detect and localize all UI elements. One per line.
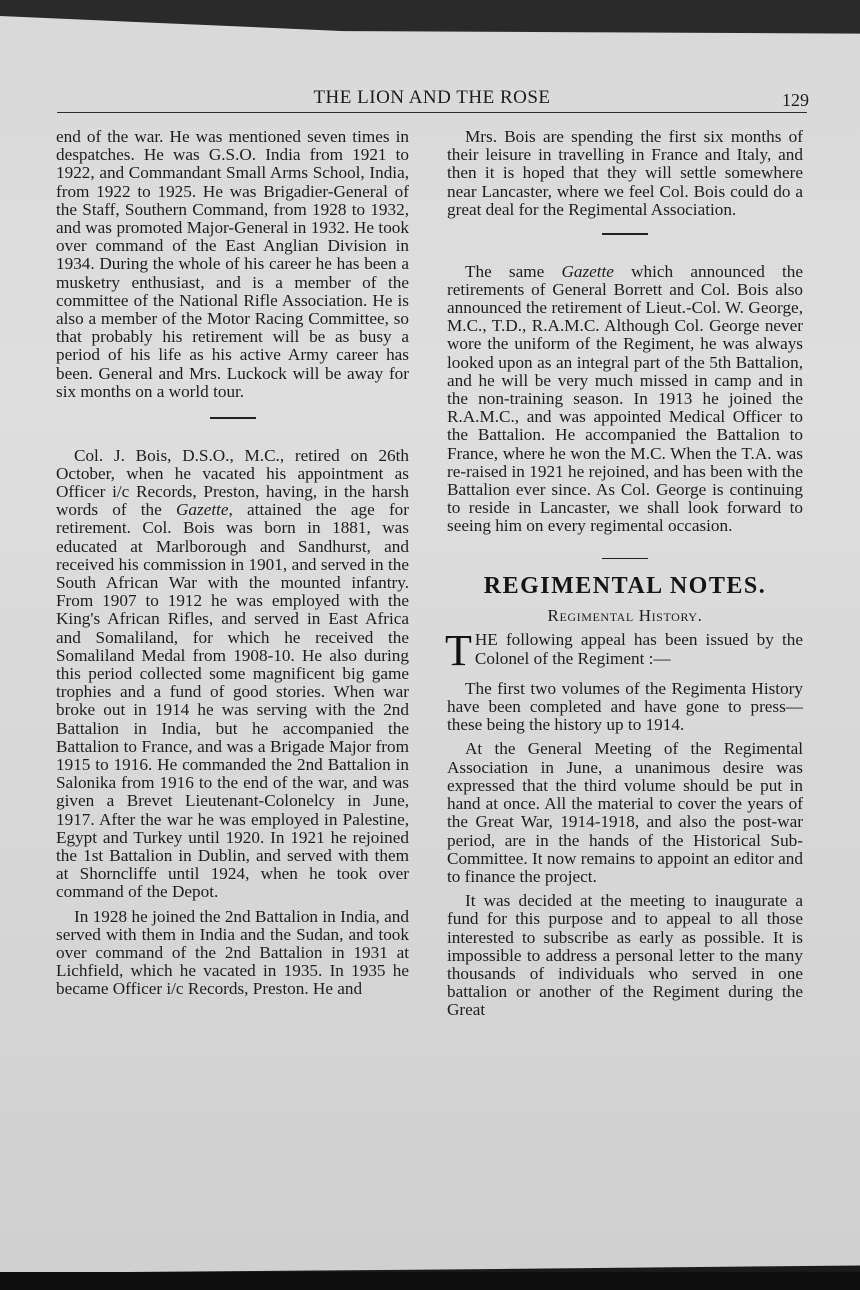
section-divider [602, 233, 648, 235]
paragraph: Mrs. Bois are spending the first six months of their leisure in travelling in France and Italy, and then it is hoped that they will settle somewhere near Lancaster, where we feel Col. Bois could do a great deal for the Regimental Association. [447, 127, 803, 219]
scan-background-bottom [0, 1272, 860, 1290]
paragraph: The first two volumes of the Regimenta History have been completed and have gone to press—these being the history up to 1914. [447, 678, 803, 735]
italic-title: Gazette [561, 261, 614, 281]
paragraph: end of the war. He was mentioned seven times in despatches. He was G.S.O. India from 1921 to 1922, and Commandant Small Arms School, India, from 1922 to 1925. He was Brigadier-General of the Staff, Southern Command, from 1928 to 1932, and was promoted Major-General in 1932. He took over command of the East Anglian Division in 1934. During the whole of his career he has been a musketry enthusiast, and is a member of the committee of the National Rifle Association. He is also a member of the Motor Racing Committee, so that probably his retirement will be as busy a period of his life as his active Army career has been. General and Mrs. Luckock will be away for six months on a world tour. [56, 127, 409, 401]
drop-cap: T [445, 626, 472, 676]
section-divider [210, 417, 256, 419]
text-run: , attained the age for retirement. Col. Bois was born in 1881, was educated at Marlborough and Sandhurst, and received his commission in 1901, and served in the South African War with the mounted infantry. From 1907 to 1912 he was employed with the King's African Rifles, and served in East Africa and Somaliland, for which he received the Somaliland Medal from 1908-10. He also during this period collected some magnificent big game trophies and a fund of good stories. When war broke out in 1914 he was serving with the 2nd Battalion in India, but he accompanied the Battalion to France, and was a Brigade Major from 1915 to 1916. He commanded the 2nd Battalion in Salonika from 1916 to the end of the war, and was given a Brevet Lieutenant-Colonelcy in June, 1917. After the war he was employed in Palestine, Egypt and Turkey until 1920. In 1921 he rejoined the 1st Battalion in Dublin, and served with them at Shorncliffe until 1924, when he took over command of the Depot. [56, 500, 409, 902]
paragraph [445, 626, 803, 676]
paragraph [56, 447, 409, 902]
page-number: 129 [782, 90, 809, 110]
paragraph [447, 263, 803, 536]
text-run: Col. J. Bois, D.S.O., M.C., retired on 26th October, when he vacated his appointment as Officer i/c Records, Preston, having, in the harsh words of the [56, 445, 409, 520]
section-title: REGIMENTAL NOTES. [483, 573, 767, 600]
subsection-title: Regimental History. [547, 606, 703, 626]
left-column [56, 128, 409, 999]
paragraph: In 1928 he joined the 2nd Battalion in India, and served with them in India and the Sudan, and took over command of the 2nd Battalion in 1931 at Lichfield, which he vacated in 1935. In 1935 he became Officer i/c Records, Preston. He and [56, 906, 409, 999]
paragraph: At the General Meeting of the Regimental Association in June, a unanimous desire was expressed that the third volume should be put in hand at once. All the material to cover the years of the Great War, 1914-1918, and also the post-war period, are in the hands of the Historical Sub-Committee. It now remains to appoint an editor and to finance the project. [447, 739, 803, 886]
running-title: THE LION AND THE ROSE [313, 87, 551, 108]
section-divider [602, 558, 648, 560]
italic-title: Gazette [176, 500, 229, 520]
paragraph: It was decided at the meeting to inaugurate a fund for this purpose and to appeal to all those interested to subscribe as early as possible. It is impossible to address a personal letter to the many thousands of individuals who served in one battalion or another of the Regiment during the Great [447, 891, 803, 1020]
text-run: The same [465, 261, 562, 281]
text-run: HE following appeal has been issued by the Colonel of the Regiment :— [474, 630, 803, 668]
text-run: which announced the retirements of General Borrett and Col. Bois also announced the retirement of Lieut.-Col. W. George, M.C., T.D., R.A.M.C. Although Col. George never wore the uniform of the Regiment, he was always looked upon as an integral part of the 5th Battalion, and he will be very much missed in camp and in the non-training season. In 1913 he joined the R.A.M.C., and was appointed Medical Officer to the Battalion. He accompanied the Battalion to France, where he won the M.C. When the T.A. was re-raised in 1921 he rejoined, and has been with the Battalion ever since. As Col. George is continuing to reside in Lancaster, we shall look forward to seeing him on every regimental occasion. [447, 261, 803, 536]
right-column [447, 128, 803, 1020]
page-header [57, 86, 807, 113]
